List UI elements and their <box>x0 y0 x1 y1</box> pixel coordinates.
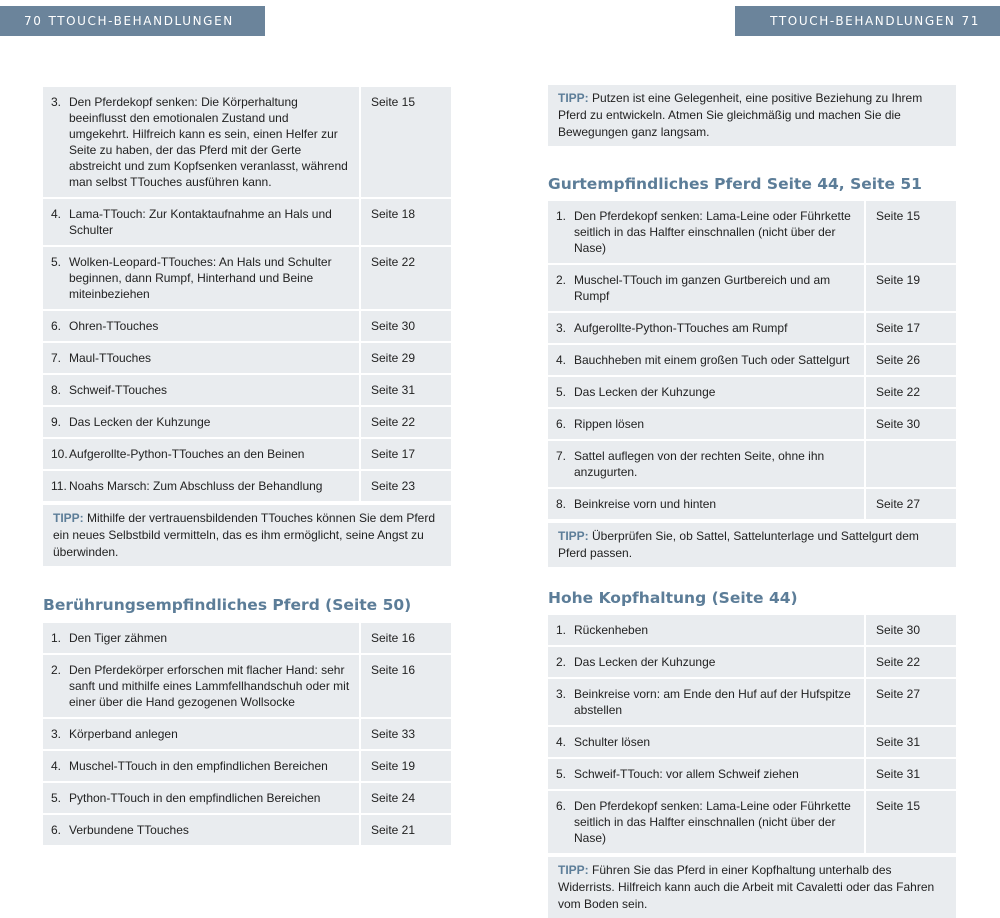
list-item <box>51 758 351 774</box>
treatment-cell <box>43 623 361 653</box>
item-number: 5. <box>51 255 62 269</box>
page-reference: Seite 30 <box>866 409 956 439</box>
table-row <box>43 407 451 437</box>
table-row <box>548 313 956 343</box>
treatment-cell <box>43 343 361 373</box>
hohe-kopfhaltung-table <box>548 613 956 855</box>
item-text: Körperband anlegen <box>69 727 178 741</box>
gurtempfindlich-table <box>548 199 956 521</box>
page-reference: Seite 33 <box>361 719 451 749</box>
page-reference: Seite 30 <box>866 615 956 645</box>
page-reference: Seite 31 <box>361 375 451 405</box>
page-reference: Seite 27 <box>866 489 956 519</box>
treatment-cell <box>548 345 866 375</box>
list-item <box>51 726 351 742</box>
item-text: Beinkreise vorn und hinten <box>574 497 717 511</box>
section-title-beruehrungsempfindlich: Berührungsempfindliches Pferd (Seite 50) <box>43 596 412 614</box>
page-reference: Seite 21 <box>361 815 451 845</box>
item-text: Sattel auflegen von der rechten Seite, ohne ihn anzugurten. <box>574 449 825 479</box>
list-item <box>51 382 351 398</box>
list-item <box>556 496 856 512</box>
treatment-cell <box>548 791 866 853</box>
page-reference: Seite 15 <box>361 87 451 197</box>
list-item <box>556 622 856 638</box>
item-text: Den Pferdekopf senken: Lama-Leine oder Führkette seitlich in das Halfter einschnallen (nicht über der Nase) <box>574 799 851 845</box>
item-text: Ohren-TTouches <box>69 319 159 333</box>
right-page-header <box>735 6 1000 36</box>
beruehrungsempfindlich-table <box>43 621 451 847</box>
item-number: 7. <box>556 449 567 463</box>
list-item <box>51 350 351 366</box>
item-number: 8. <box>51 383 62 397</box>
item-number: 5. <box>556 385 567 399</box>
treatment-cell <box>43 719 361 749</box>
page-reference: Seite 23 <box>361 471 451 501</box>
list-item <box>556 734 856 750</box>
item-text: Rückenheben <box>574 623 649 637</box>
page-reference: Seite 19 <box>361 751 451 781</box>
table-row <box>43 655 451 717</box>
page-reference: Seite 16 <box>361 623 451 653</box>
item-number: 4. <box>51 207 62 221</box>
item-text: Das Lecken der Kuhzunge <box>69 415 211 429</box>
treatment-cell <box>548 377 866 407</box>
item-text: Aufgerollte-Python-TTouches am Rumpf <box>574 321 788 335</box>
treatment-cell <box>548 727 866 757</box>
page-reference: Seite 15 <box>866 201 956 263</box>
treatment-cell <box>43 439 361 469</box>
treatment-cell <box>43 751 361 781</box>
item-text: Bauchheben mit einem großen Tuch oder Sattelgurt <box>574 353 850 367</box>
table-row <box>548 679 956 725</box>
tip-text: Mithilfe der vertrauensbildenden TTouches können Sie dem Pferd ein neues Selbstbild vermitteln, das es ihm ermöglicht, seine Angst zu überwinden. <box>53 511 435 559</box>
item-number: 10. <box>51 447 68 461</box>
page-reference: Seite 16 <box>361 655 451 717</box>
table-row <box>43 87 451 197</box>
list-item <box>51 662 351 710</box>
treatment-cell <box>43 199 361 245</box>
table-row <box>43 439 451 469</box>
treatment-cell <box>548 441 866 487</box>
table-row <box>548 265 956 311</box>
page-reference: Seite 24 <box>361 783 451 813</box>
page-reference <box>866 441 956 487</box>
hohe-kopfhaltung-tip-box <box>548 857 956 918</box>
page-reference: Seite 22 <box>361 247 451 309</box>
treatment-cell <box>43 247 361 309</box>
list-item <box>51 478 351 494</box>
item-number: 3. <box>556 321 567 335</box>
table-row <box>548 201 956 263</box>
table-row <box>548 377 956 407</box>
treatment-cell <box>548 409 866 439</box>
treatment-cell <box>548 201 866 263</box>
item-text: Aufgerollte-Python-TTouches an den Beinen <box>69 447 305 461</box>
page-reference: Seite 18 <box>361 199 451 245</box>
item-text: Muschel-TTouch im ganzen Gurtbereich und am Rumpf <box>574 273 831 303</box>
item-number: 2. <box>51 663 62 677</box>
list-item <box>51 254 351 302</box>
table-row <box>548 409 956 439</box>
tip-text: Putzen ist eine Gelegenheit, eine positive Beziehung zu Ihrem Pferd zu entwickeln. Atmen Sie gleichmäßig und machen Sie die Bewegungen ganz langsam. <box>558 91 923 139</box>
tip-label: TIPP: <box>558 529 589 543</box>
item-text: Maul-TTouches <box>69 351 152 365</box>
tip-text: Überprüfen Sie, ob Sattel, Sattelunterlage und Sattelgurt dem Pferd passen. <box>558 529 919 560</box>
page-reference: Seite 22 <box>866 377 956 407</box>
item-text: Den Pferdekopf senken: Lama-Leine oder Führkette seitlich in das Halfter einschnallen (nicht über der Nase) <box>574 209 851 255</box>
item-text: Noahs Marsch: Zum Abschluss der Behandlung <box>69 479 323 493</box>
page-reference: Seite 17 <box>866 313 956 343</box>
item-number: 8. <box>556 497 567 511</box>
table-row <box>43 815 451 845</box>
treatment-cell <box>548 615 866 645</box>
item-number: 9. <box>51 415 62 429</box>
list-item <box>51 822 351 838</box>
item-text: Schweif-TTouches <box>69 383 168 397</box>
table-row <box>43 783 451 813</box>
table-row <box>548 647 956 677</box>
list-item <box>51 94 351 190</box>
table-row <box>548 727 956 757</box>
table-row <box>43 247 451 309</box>
treatment-cell <box>43 87 361 197</box>
item-number: 3. <box>51 727 62 741</box>
left-page-column <box>43 85 451 847</box>
list-item <box>556 416 856 432</box>
right-page-column <box>548 85 956 918</box>
list-item <box>51 630 351 646</box>
treatment-cell <box>43 815 361 845</box>
table-row <box>43 311 451 341</box>
treatment-cell <box>548 759 866 789</box>
treatment-cell <box>43 311 361 341</box>
treatment-cell <box>43 471 361 501</box>
page-reference: Seite 26 <box>866 345 956 375</box>
list-item <box>51 790 351 806</box>
list-item <box>556 208 856 256</box>
right-top-tip-box <box>548 85 956 146</box>
item-number: 6. <box>556 417 567 431</box>
table-row <box>43 199 451 245</box>
table-row <box>43 751 451 781</box>
item-text: Den Pferdekopf senken: Die Körperhaltung beeinflusst den emotionalen Zustand und umgekehrt. Hilfreich kann es sein, einen Helfer zur Seite zu haben, der das Pferd mit der Gerte abstreicht und zum Kopfsenken veranlasst, während man selbst TTouches ausführen kann. <box>69 95 348 189</box>
right-running-title: TTOUCH-BEHANDLUNGEN <box>770 14 956 28</box>
treatment-cell <box>43 375 361 405</box>
item-text: Schweif-TTouch: vor allem Schweif ziehen <box>574 767 799 781</box>
treatment-cell <box>548 313 866 343</box>
tip-label: TIPP: <box>558 91 589 105</box>
item-text: Verbundene TTouches <box>69 823 189 837</box>
item-number: 11. <box>51 479 67 493</box>
list-item <box>51 318 351 334</box>
section-title-hohe-kopfhaltung: Hohe Kopfhaltung (Seite 44) <box>548 589 798 607</box>
item-text: Wolken-Leopard-TTouches: An Hals und Schulter beginnen, dann Rumpf, Hinterhand und Beine miteinbeziehen <box>69 255 332 301</box>
tip-label: TIPP: <box>558 863 589 877</box>
treatment-cell <box>43 655 361 717</box>
item-number: 6. <box>51 823 62 837</box>
item-number: 6. <box>51 319 62 333</box>
item-number: 5. <box>51 791 62 805</box>
item-text: Lama-TTouch: Zur Kontaktaufnahme an Hals und Schulter <box>69 207 332 237</box>
list-item <box>556 798 856 846</box>
table-row <box>548 489 956 519</box>
page-reference: Seite 22 <box>361 407 451 437</box>
page-reference: Seite 27 <box>866 679 956 725</box>
list-item <box>556 654 856 670</box>
item-number: 4. <box>556 735 567 749</box>
treatment-cell <box>548 489 866 519</box>
list-item <box>51 206 351 238</box>
page-reference: Seite 22 <box>866 647 956 677</box>
treatment-cell <box>548 647 866 677</box>
list-item <box>556 320 856 336</box>
item-number: 5. <box>556 767 567 781</box>
treatment-cell <box>548 679 866 725</box>
item-number: 2. <box>556 655 567 669</box>
page-reference: Seite 30 <box>361 311 451 341</box>
page-reference: Seite 17 <box>361 439 451 469</box>
left-page-header <box>0 6 265 36</box>
table-row <box>548 345 956 375</box>
treatment-cell <box>43 783 361 813</box>
item-text: Schulter lösen <box>574 735 651 749</box>
item-text: Beinkreise vorn: am Ende den Huf auf der Hufspitze abstellen <box>574 687 851 717</box>
table-row <box>43 471 451 501</box>
list-item <box>556 352 856 368</box>
tip-label: TIPP: <box>53 511 84 525</box>
right-page-number: 71 <box>961 14 980 28</box>
item-number: 1. <box>556 209 567 223</box>
table-row <box>548 791 956 853</box>
treatment-cell <box>548 265 866 311</box>
table-row <box>548 615 956 645</box>
list-item <box>556 272 856 304</box>
item-text: Muschel-TTouch in den empfindlichen Bereichen <box>69 759 328 773</box>
item-number: 6. <box>556 799 567 813</box>
page-reference: Seite 31 <box>866 727 956 757</box>
item-text: Rippen lösen <box>574 417 645 431</box>
section-title-gurtempfindlich: Gurtempfindliches Pferd Seite 44, Seite 51 <box>548 175 922 193</box>
tip-text: Führen Sie das Pferd in einer Kopfhaltung unterhalb des Widerrists. Hilfreich kann auch die Arbeit mit Cavaletti oder das Fahren vom Boden sein. <box>558 863 935 911</box>
table-row <box>548 441 956 487</box>
list-item <box>556 686 856 718</box>
item-number: 3. <box>51 95 62 109</box>
page-reference: Seite 19 <box>866 265 956 311</box>
item-number: 4. <box>556 353 567 367</box>
item-text: Python-TTouch in den empfindlichen Bereichen <box>69 791 321 805</box>
item-text: Das Lecken der Kuhzunge <box>574 385 716 399</box>
left-page-number: 70 <box>24 14 43 28</box>
list-item <box>51 446 351 462</box>
item-number: 7. <box>51 351 62 365</box>
table-row <box>43 719 451 749</box>
treatment-cell <box>43 407 361 437</box>
page-reference: Seite 31 <box>866 759 956 789</box>
list-item <box>556 448 856 480</box>
list-item <box>51 414 351 430</box>
list-item <box>556 766 856 782</box>
left-running-title: TTOUCH-BEHANDLUNGEN <box>48 14 234 28</box>
left-continued-table <box>43 85 451 503</box>
item-number: 2. <box>556 273 567 287</box>
left-tip-box <box>43 505 451 566</box>
item-number: 4. <box>51 759 62 773</box>
page-reference: Seite 15 <box>866 791 956 853</box>
item-number: 1. <box>556 623 567 637</box>
table-row <box>43 343 451 373</box>
item-text: Den Pferdekörper erforschen mit flacher Hand: sehr sanft und mithilfe eines Lammfellhandschuh oder mit einer über die Hand gezogenen Wollsocke <box>69 663 350 709</box>
item-text: Das Lecken der Kuhzunge <box>574 655 716 669</box>
list-item <box>556 384 856 400</box>
gurtempfindlich-tip-box <box>548 523 956 567</box>
item-number: 1. <box>51 631 62 645</box>
page-reference: Seite 29 <box>361 343 451 373</box>
table-row <box>548 759 956 789</box>
table-row <box>43 375 451 405</box>
item-number: 3. <box>556 687 567 701</box>
item-text: Den Tiger zähmen <box>69 631 168 645</box>
table-row <box>43 623 451 653</box>
